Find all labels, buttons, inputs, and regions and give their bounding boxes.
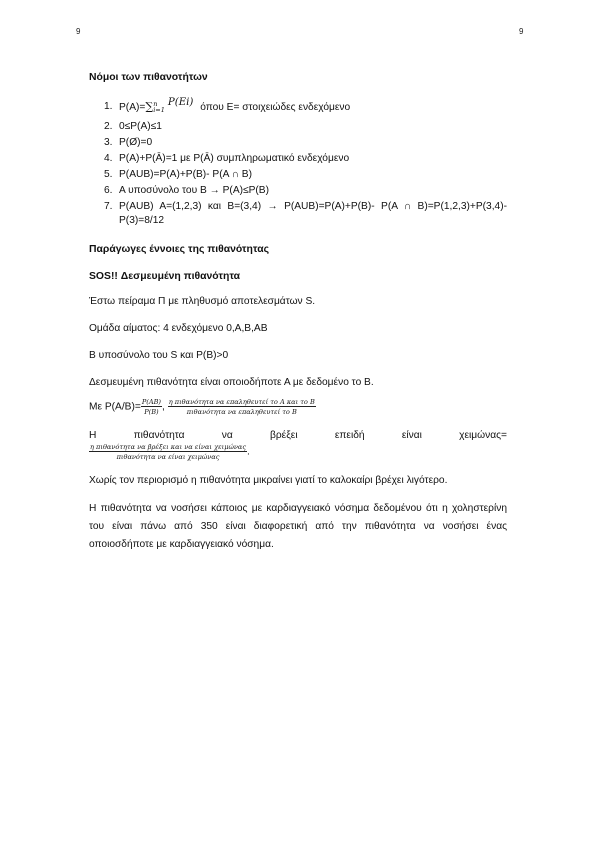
word: επειδή (334, 429, 365, 441)
word: να (221, 429, 233, 441)
formula-lead: Με P(A/B)= (89, 401, 141, 413)
winter-example (89, 429, 507, 461)
conditional-formula (89, 398, 507, 417)
sum-lower: i=1 (153, 106, 165, 115)
paragraph: Δεσμευμένη πιθανότητα είναι οποιοδήποτε Α με δεδομένο το Β. (89, 377, 374, 388)
word: βρέξει (270, 429, 298, 441)
formula-tail: όπου Ε= στοιχειώδες ενδεχόμενο (200, 102, 351, 113)
page-number-right: 9 (519, 27, 524, 36)
list-number: 3. (104, 137, 113, 148)
list-text: A υποσύνολο του Β → P(A)≤P(B) (119, 185, 269, 196)
list-item (89, 120, 507, 134)
word: Η (89, 429, 97, 441)
list-text: P(AUB) A=(1,2,3) και B=(3,4) → P(AUB)=P(A)+P(B)- P(A ∩ B)=P(1,2,3)+P(3,4)-P(3)=8/12 (119, 201, 507, 226)
paragraph: B υποσύνολο του S και P(B)>0 (89, 350, 229, 361)
list-item (89, 200, 507, 228)
fraction-numerator: η πιθανότητα να βρέξει και να είναι χειμώνας (90, 442, 247, 451)
section-title-conditional: SOS!! Δεσμευμένη πιθανότητα (89, 271, 241, 282)
list-number: 1. (104, 101, 113, 112)
sum-upper: n (153, 100, 158, 109)
list-number: 4. (104, 153, 113, 164)
list-item (89, 99, 507, 116)
word: πιθανότητα (133, 429, 185, 441)
list-number: 5. (104, 169, 113, 180)
paragraph: Ομάδα αίματος: 4 ενδεχόμενο 0,A,B,AB (89, 323, 268, 334)
fraction-denominator: P(B) (144, 408, 159, 416)
list-number: 6. (104, 185, 113, 196)
fraction-denominator: πιθανότητα να είναι χειμώνας (116, 452, 220, 461)
list-text: P(A)+P(Ā)=1 με P(Ā) συμπληρωματικό ενδεχόμενο (119, 153, 350, 164)
list-text: P(AUB)=P(A)+P(B)- P(A ∩ B) (119, 169, 252, 180)
paragraph: Έστω πείραμα Π με πληθυσμό αποτελεσμάτων S. (89, 296, 316, 307)
list-item (89, 152, 507, 166)
page-number-left: 9 (76, 27, 81, 36)
laws-list (89, 99, 507, 228)
fraction-denominator: πιθανότητα να επαληθευτεί το B (186, 408, 297, 416)
document-body (89, 72, 507, 554)
winter-sentence (89, 429, 507, 443)
list-text: 0≤P(A)≤1 (119, 121, 162, 132)
word: χειμώνας= (459, 429, 507, 441)
sum-symbol: ∑ (145, 100, 154, 113)
paragraph: Χωρίς τον περιορισμό η πιθανότητα μικραίνει γιατί το καλοκαίρι βρέχει λιγότερο. (89, 474, 448, 486)
fraction-pab (141, 398, 162, 416)
list-item (89, 136, 507, 150)
fraction-winter (89, 443, 247, 461)
list-text: P(Ø)=0 (119, 137, 153, 148)
fraction-end: . (247, 446, 250, 458)
section-title-laws: Νόμοι των πιθανοτήτων (89, 72, 208, 83)
section-title-derived: Παράγωγες έννοιες της πιθανότητας (89, 244, 270, 255)
word: είναι (401, 429, 422, 441)
winter-fraction-line (89, 443, 507, 461)
list-item (89, 184, 507, 198)
fraction-numerator: P(AB) (141, 398, 162, 406)
list-number: 7. (104, 201, 113, 212)
list-number: 2. (104, 121, 113, 132)
formula-separator: , (162, 401, 165, 413)
list-item (89, 168, 507, 182)
paragraph: Η πιθανότητα να νοσήσει κάποιος με καρδιαγγειακό νόσημα δεδομένου ότι η χοληστερίνη του είναι πάνω από 350 είναι διαφορετική από την πιθανότητα να νοσήσει ένας οποιοσδήποτε με καρδιαγγειακό νόσημα. (89, 502, 507, 550)
fraction-numerator: η πιθανότητα να επαληθευτεί το A και το B (168, 398, 315, 406)
formula-lhs: P(A)= (119, 102, 146, 113)
sum-term: P(Ei) (167, 97, 194, 108)
fraction-words (168, 398, 316, 416)
